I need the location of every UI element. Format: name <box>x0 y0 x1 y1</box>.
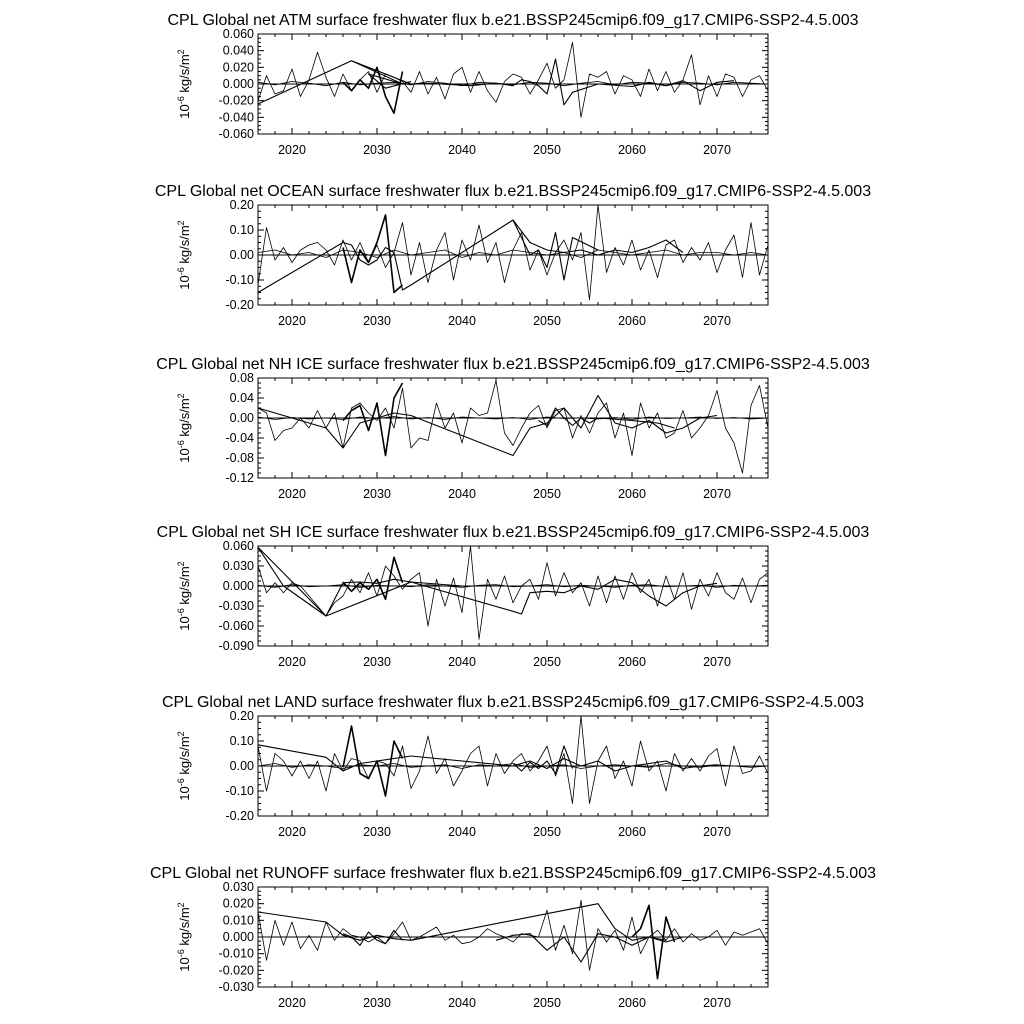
x-tick-label: 2070 <box>703 143 731 157</box>
y-tick-label: -0.060 <box>218 127 254 141</box>
x-tick-label: 2060 <box>618 487 646 501</box>
y-tick-label: 0.060 <box>222 27 254 41</box>
x-tick-label: 2060 <box>618 314 646 328</box>
y-tick-label: -0.090 <box>218 639 254 653</box>
x-tick-label: 2020 <box>278 143 306 157</box>
x-tick-label: 2060 <box>618 655 646 669</box>
panel-5 <box>162 694 864 839</box>
panel-title: CPL Global net SH ICE surface freshwater flux b.e21.BSSP245cmip6.f09_g17.CMIP6-SSP2-4.5.003 <box>156 524 870 541</box>
y-axis-label: $10^{-6}$ $kg/s/m^2$ <box>176 49 192 119</box>
x-tick-label: 2020 <box>278 996 306 1010</box>
x-tick-label: 2050 <box>533 655 561 669</box>
y-axis-label: $10^{-6}$ $kg/s/m^2$ <box>176 393 192 463</box>
x-tick-label: 2050 <box>533 487 561 501</box>
x-tick-label: 2050 <box>533 143 561 157</box>
x-tick-label: 2030 <box>363 655 391 669</box>
x-tick-label: 2040 <box>448 314 476 328</box>
y-tick-label: 0.030 <box>222 559 254 573</box>
x-tick-label: 2030 <box>363 314 391 328</box>
x-tick-label: 2070 <box>703 996 731 1010</box>
x-tick-label: 2030 <box>363 825 391 839</box>
series-line-1 <box>258 205 768 300</box>
y-tick-label: -0.040 <box>218 110 254 125</box>
x-tick-label: 2070 <box>703 655 731 669</box>
series-line-1 <box>258 42 768 117</box>
y-tick-label: -0.04 <box>225 431 254 445</box>
series-line-4 <box>343 557 403 599</box>
y-tick-label: 0.010 <box>222 913 254 928</box>
y-tick-label: -0.010 <box>218 946 254 961</box>
panel-title: CPL Global net OCEAN surface freshwater flux b.e21.BSSP245cmip6.f09_g17.CMIP6-SSP2-4.5.003 <box>154 183 872 200</box>
panel-title: CPL Global net LAND surface freshwater flux b.e21.BSSP245cmip6.f09_g17.CMIP6-SSP2-4.5.003 <box>161 694 865 711</box>
y-tick-label: 0.020 <box>222 60 254 75</box>
x-tick-label: 2020 <box>278 487 306 501</box>
x-tick-label: 2030 <box>363 487 391 501</box>
x-tick-label: 2030 <box>363 996 391 1010</box>
panel-3 <box>156 356 870 501</box>
panel-title: CPL Global net ATM surface freshwater flux b.e21.BSSP245cmip6.f09_g17.CMIP6-SSP2-4.5.003 <box>167 12 859 29</box>
y-tick-label: -0.030 <box>218 599 254 613</box>
series-line-1 <box>258 716 768 804</box>
plot-frame <box>258 546 768 646</box>
series-line-3 <box>258 59 734 105</box>
x-tick-label: 2030 <box>363 143 391 157</box>
panel-1 <box>167 12 858 157</box>
y-tick-label: 0.060 <box>222 539 254 553</box>
y-tick-label: 0.00 <box>229 759 254 773</box>
y-tick-label: -0.20 <box>225 809 254 823</box>
series-line-5 <box>513 746 573 774</box>
y-tick-label: 0.000 <box>222 930 254 944</box>
series-line-3 <box>343 930 403 945</box>
x-tick-label: 2020 <box>278 314 306 328</box>
x-tick-label: 2060 <box>618 143 646 157</box>
y-tick-label: -0.10 <box>225 273 254 287</box>
y-tick-label: -0.10 <box>225 784 254 798</box>
y-tick-label: 0.08 <box>229 371 254 385</box>
y-tick-label: 0.000 <box>222 579 254 593</box>
x-tick-label: 2070 <box>703 487 731 501</box>
y-tick-label: 0.04 <box>229 391 254 405</box>
y-tick-label: 0.040 <box>222 43 254 58</box>
x-tick-label: 2040 <box>448 825 476 839</box>
y-tick-label: 0.10 <box>229 734 254 748</box>
x-tick-label: 2040 <box>448 655 476 669</box>
y-tick-label: 0.000 <box>222 77 254 91</box>
y-tick-label: -0.12 <box>225 471 254 485</box>
plot-frame <box>258 378 768 478</box>
y-axis-label: $10^{-6}$ $kg/s/m^2$ <box>176 902 192 972</box>
y-tick-label: 0.030 <box>222 880 254 894</box>
x-tick-label: 2060 <box>618 996 646 1010</box>
series-line-4 <box>343 383 403 456</box>
y-axis-label: $10^{-6}$ $kg/s/m^2$ <box>176 561 192 631</box>
y-tick-label: 0.00 <box>229 248 254 262</box>
y-tick-label: -0.020 <box>218 963 254 978</box>
y-axis-label: $10^{-6}$ $kg/s/m^2$ <box>176 731 192 801</box>
panel-title: CPL Global net RUNOFF surface freshwater flux b.e21.BSSP245cmip6.f09_g17.CMIP6-SSP2-4.5.003 <box>150 865 876 882</box>
y-tick-label: -0.020 <box>218 93 254 108</box>
panel-4 <box>157 524 870 669</box>
y-axis-label: $10^{-6}$ $kg/s/m^2$ <box>176 220 192 290</box>
y-tick-label: 0.00 <box>229 411 254 425</box>
series-line-4 <box>343 67 403 113</box>
x-tick-label: 2050 <box>533 314 561 328</box>
y-tick-label: -0.030 <box>218 980 254 994</box>
y-tick-label: -0.060 <box>218 619 254 633</box>
panel-6 <box>150 865 876 1010</box>
x-tick-label: 2040 <box>448 143 476 157</box>
series-line-1 <box>258 546 768 639</box>
panel-2 <box>155 183 871 328</box>
y-tick-label: -0.08 <box>225 451 254 465</box>
x-tick-label: 2050 <box>533 825 561 839</box>
x-tick-label: 2060 <box>618 825 646 839</box>
x-tick-label: 2020 <box>278 825 306 839</box>
y-tick-label: 0.20 <box>229 709 254 723</box>
y-tick-label: -0.20 <box>225 298 254 312</box>
series-line-4 <box>343 726 403 796</box>
y-tick-label: 0.020 <box>222 896 254 911</box>
x-tick-label: 2020 <box>278 655 306 669</box>
x-tick-label: 2040 <box>448 996 476 1010</box>
y-tick-label: 0.20 <box>229 198 254 212</box>
y-tick-label: 0.10 <box>229 223 254 237</box>
series-line-1 <box>258 381 768 474</box>
panel-title: CPL Global net NH ICE surface freshwater flux b.e21.BSSP245cmip6.f09_g17.CMIP6-SSP2-4.5.003 <box>156 356 870 373</box>
x-tick-label: 2040 <box>448 487 476 501</box>
x-tick-label: 2070 <box>703 314 731 328</box>
x-tick-label: 2070 <box>703 825 731 839</box>
x-tick-label: 2050 <box>533 996 561 1010</box>
